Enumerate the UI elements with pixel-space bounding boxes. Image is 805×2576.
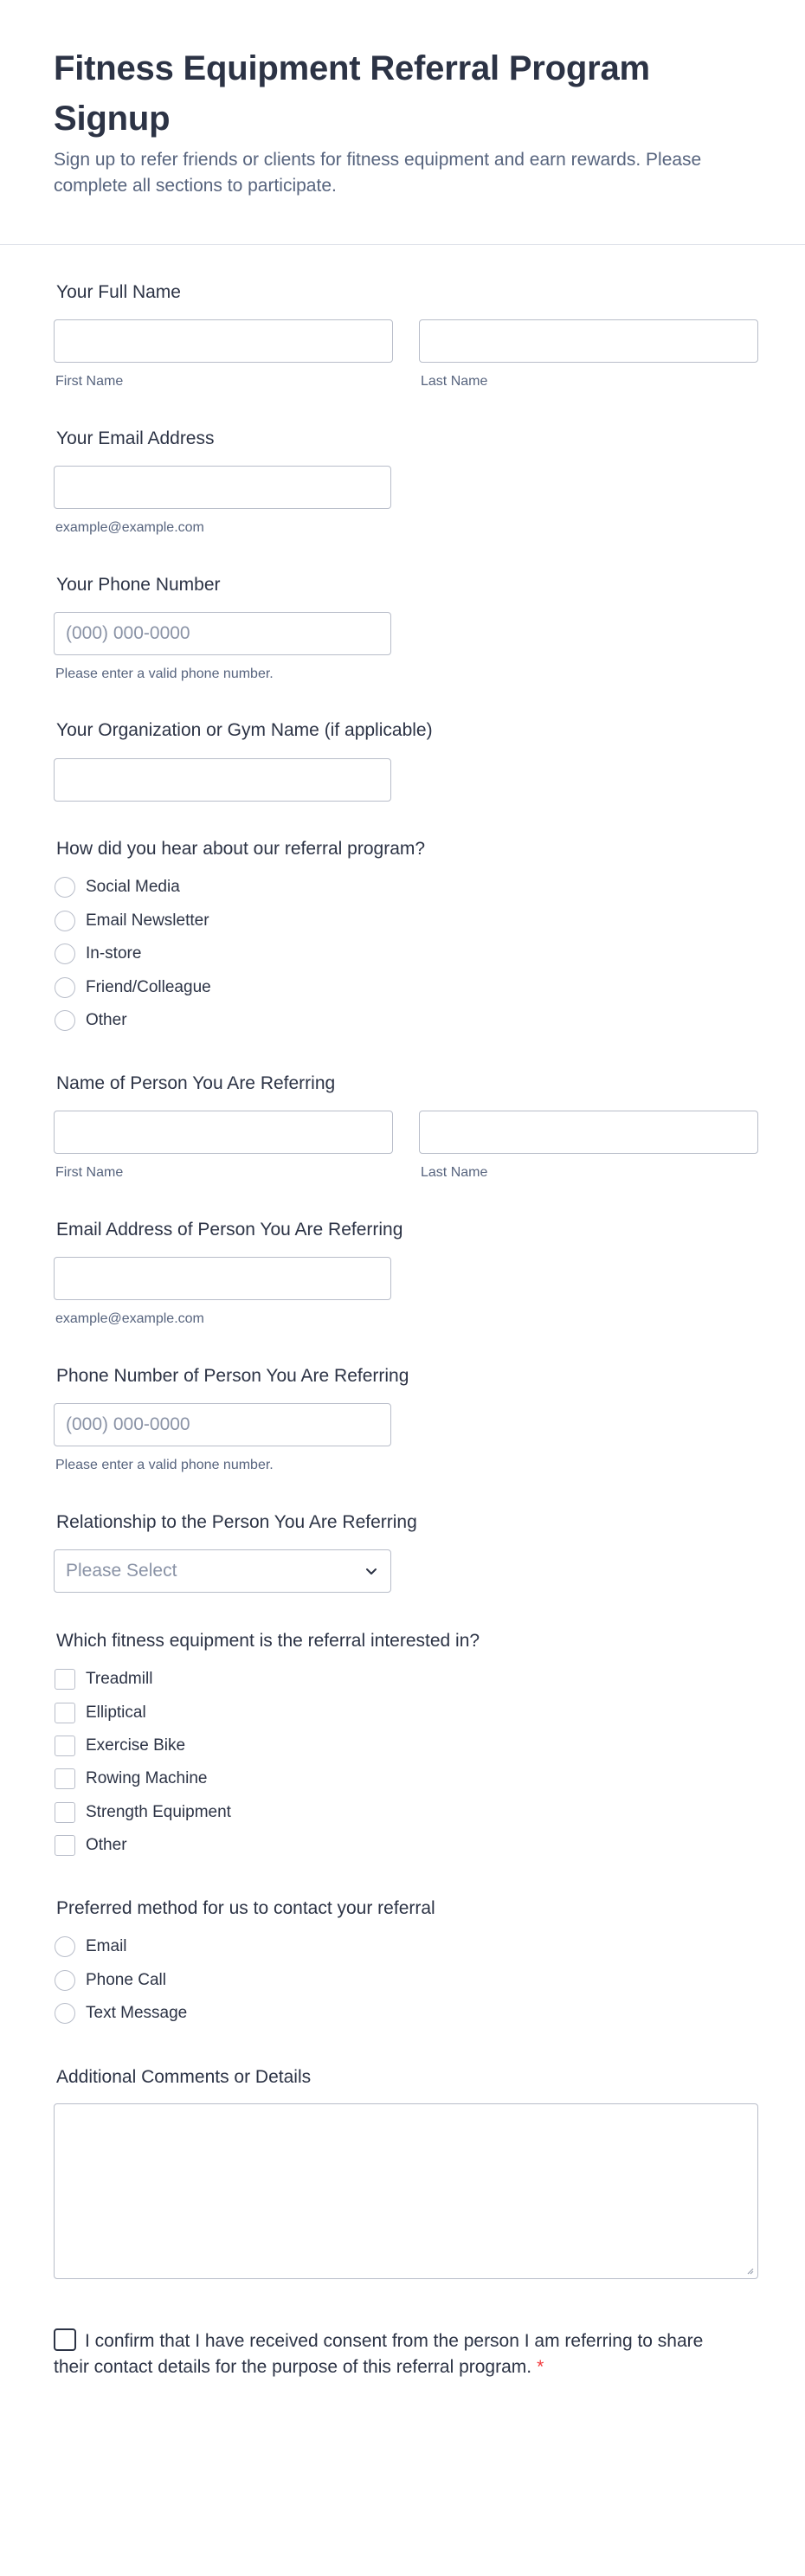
radio-button[interactable] — [55, 1936, 75, 1957]
checkbox-option-strength-equipment[interactable] — [55, 1800, 231, 1825]
radio-option-label: Other — [86, 1011, 127, 1029]
radio-option-contact-text-message[interactable] — [55, 2001, 187, 2025]
resize-grip-icon[interactable] — [745, 2266, 754, 2275]
email-input[interactable] — [54, 466, 391, 509]
consent-checkbox[interactable] — [54, 2328, 76, 2351]
radio-option-label: Email Newsletter — [86, 911, 209, 930]
equipment-label: Which fitness equipment is the referral interested in? — [56, 1631, 480, 1651]
checkbox-option-exercise-bike[interactable] — [55, 1734, 185, 1758]
checkbox[interactable] — [55, 1802, 75, 1823]
checkbox-option-rowing-machine[interactable] — [55, 1767, 207, 1791]
checkbox-option-label: Other — [86, 1836, 127, 1854]
heard-about-label: How did you hear about our referral program? — [56, 839, 426, 859]
radio-option-label: Text Message — [86, 2004, 188, 2022]
relationship-label: Relationship to the Person You Are Referring — [56, 1512, 417, 1532]
email-label: Your Email Address — [56, 428, 215, 448]
checkbox[interactable] — [55, 1703, 75, 1723]
radio-option-label: Friend/Colleague — [86, 978, 211, 996]
checkbox-option-label: Strength Equipment — [86, 1803, 231, 1821]
checkbox[interactable] — [55, 1669, 75, 1690]
referral-email-sublabel: example@example.com — [55, 1311, 204, 1326]
referral-phone-label: Phone Number of Person You Are Referring — [56, 1366, 409, 1386]
referral-email-input[interactable] — [54, 1257, 391, 1300]
last-name-input[interactable] — [419, 319, 758, 363]
radio-option-contact-phone-call[interactable] — [55, 1968, 166, 1993]
radio-button[interactable] — [55, 1010, 75, 1031]
radio-option-other[interactable] — [55, 1008, 127, 1033]
checkbox-option-elliptical[interactable] — [55, 1701, 146, 1725]
checkbox-option-other[interactable] — [55, 1833, 127, 1858]
referral-phone-sublabel: Please enter a valid phone number. — [55, 1458, 274, 1472]
chevron-down-icon — [363, 1562, 380, 1580]
organization-input[interactable] — [54, 758, 391, 802]
page-title: Fitness Equipment Referral Program Signup — [54, 49, 650, 138]
full-name-label: Your Full Name — [56, 282, 181, 302]
radio-button[interactable] — [55, 2003, 75, 2024]
checkbox-option-label: Elliptical — [86, 1703, 146, 1722]
phone-input[interactable] — [54, 612, 391, 655]
radio-button[interactable] — [55, 1970, 75, 1991]
radio-button[interactable] — [55, 943, 75, 964]
radio-option-label: Social Media — [86, 878, 180, 896]
last-name-sublabel: Last Name — [421, 374, 488, 389]
radio-option-label: Phone Call — [86, 1971, 166, 1989]
referral-last-name-sublabel: Last Name — [421, 1165, 488, 1180]
radio-option-email-newsletter[interactable] — [55, 909, 209, 933]
relationship-select[interactable] — [54, 1549, 391, 1593]
first-name-input[interactable] — [54, 319, 393, 363]
referral-first-name-input[interactable] — [54, 1111, 393, 1154]
radio-option-label: In-store — [86, 944, 142, 963]
checkbox-option-treadmill[interactable] — [55, 1667, 152, 1691]
consent-checkbox-row[interactable] — [54, 2328, 712, 2380]
phone-sublabel: Please enter a valid phone number. — [55, 667, 274, 681]
form-header — [0, 0, 805, 245]
referral-first-name-sublabel: First Name — [55, 1165, 124, 1180]
checkbox[interactable] — [55, 1835, 75, 1856]
checkbox-option-label: Exercise Bike — [86, 1736, 186, 1755]
comments-label: Additional Comments or Details — [56, 2067, 312, 2087]
radio-option-friend-colleague[interactable] — [55, 976, 211, 1000]
radio-button[interactable] — [55, 977, 75, 998]
radio-option-contact-email[interactable] — [55, 1935, 127, 1959]
radio-button[interactable] — [55, 877, 75, 898]
first-name-sublabel: First Name — [55, 374, 124, 389]
checkbox-option-label: Rowing Machine — [86, 1769, 208, 1787]
page-description: Sign up to refer friends or clients for fitness equipment and earn rewards. Please complete all sections to participate. — [54, 150, 702, 196]
radio-option-in-store[interactable] — [55, 942, 141, 966]
required-asterisk: * — [537, 2357, 544, 2377]
contact-method-label: Preferred method for us to contact your referral — [56, 1898, 435, 1918]
consent-text: I confirm that I have received consent from the person I am referring to share their contact details for the purpose of this referral program. — [54, 2331, 704, 2377]
referral-email-label: Email Address of Person You Are Referring — [56, 1220, 403, 1240]
checkbox[interactable] — [55, 1736, 75, 1756]
radio-option-social-media[interactable] — [55, 875, 180, 899]
radio-button[interactable] — [55, 911, 75, 931]
referral-name-label: Name of Person You Are Referring — [56, 1073, 336, 1093]
checkbox[interactable] — [55, 1768, 75, 1789]
comments-textarea[interactable] — [54, 2103, 758, 2279]
email-sublabel: example@example.com — [55, 520, 204, 535]
referral-phone-input[interactable] — [54, 1403, 391, 1446]
radio-option-label: Email — [86, 1937, 127, 1955]
checkbox-option-label: Treadmill — [86, 1670, 153, 1688]
referral-last-name-input[interactable] — [419, 1111, 758, 1154]
organization-label: Your Organization or Gym Name (if applicable) — [56, 720, 433, 740]
relationship-selected-value: Please Select — [66, 1561, 177, 1581]
phone-label: Your Phone Number — [56, 575, 221, 595]
